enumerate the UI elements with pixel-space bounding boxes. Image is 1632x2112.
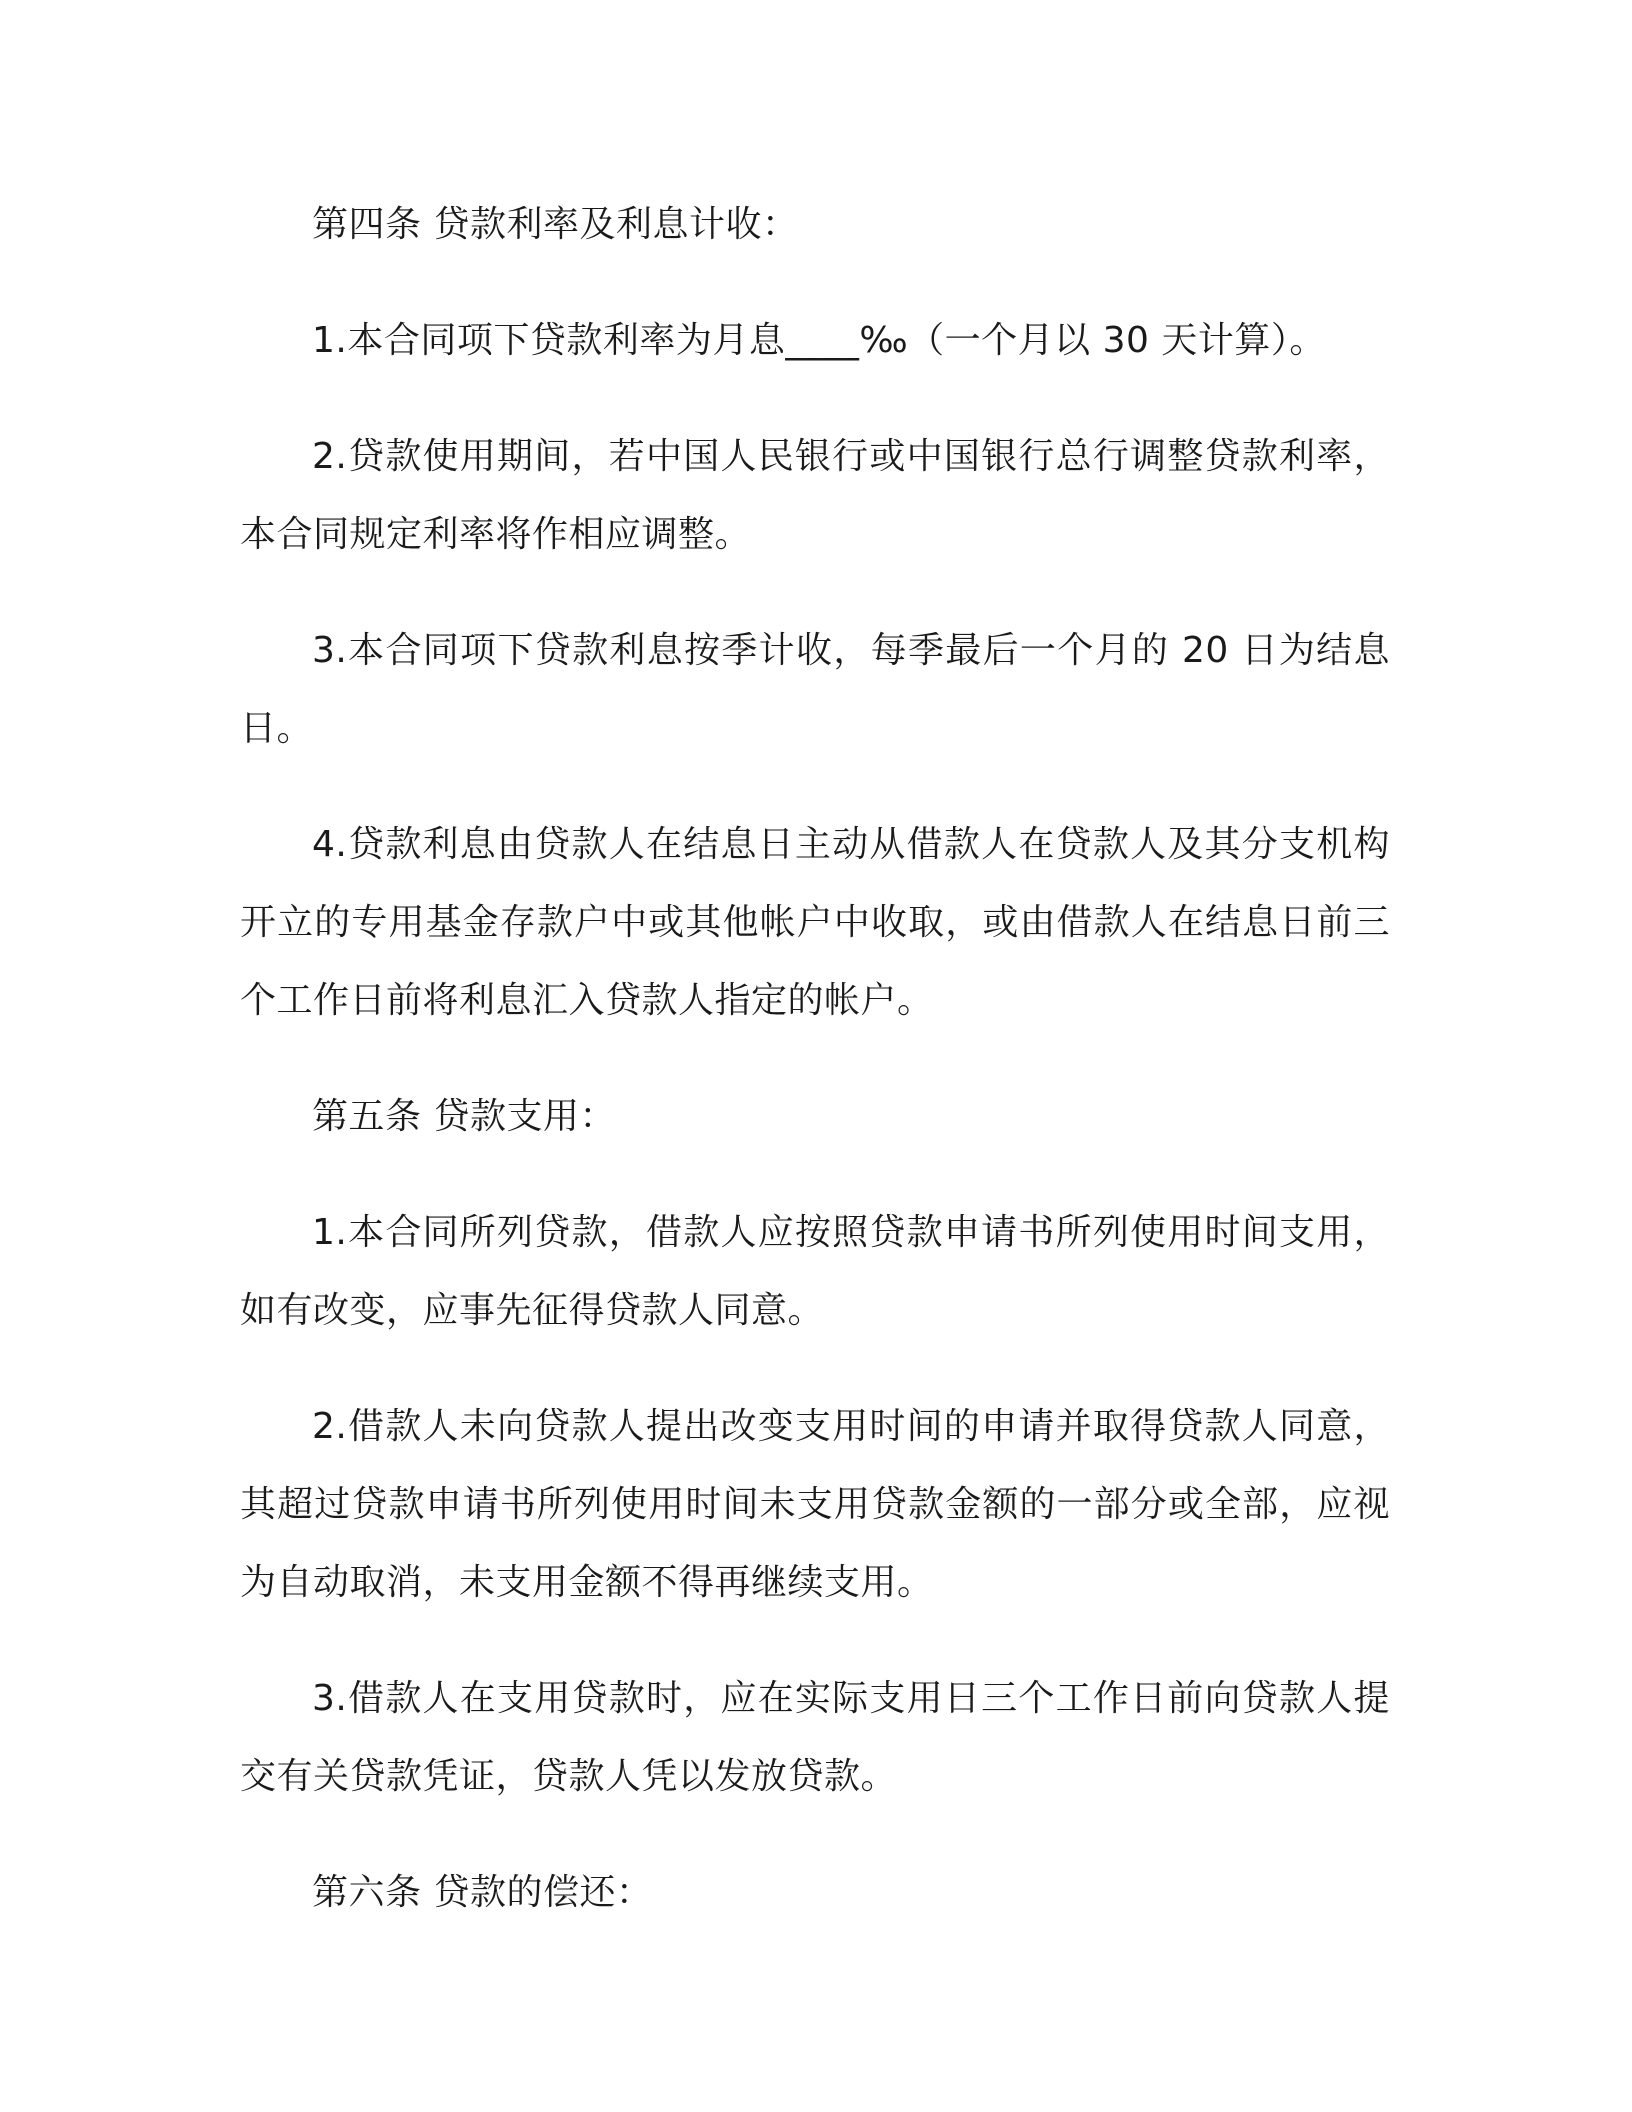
article-5-item-1: 1.本合同所列贷款，借款人应按照贷款申请书所列使用时间支用，如有改变，应事先征得贷款人同意。 <box>240 1212 1390 1331</box>
article-4-item-1: 1.本合同项下贷款利率为月息____‰（一个月以 30 天计算）。 <box>312 320 1326 361</box>
article-5-item-2: 2.借款人未向贷款人提出改变支用时间的申请并取得贷款人同意，其超过贷款申请书所列使用时间未支用贷款金额的一部分或全部，应视为自动取消，未支用金额不得再继续支用。 <box>240 1406 1390 1603</box>
article-6-heading: 第六条 贷款的偿还： <box>312 1872 653 1913</box>
article-4-item-4: 4.贷款利息由贷款人在结息日主动从借款人在贷款人及其分支机构开立的专用基金存款户中或其他帐户中收取，或由借款人在结息日前三个工作日前将利息汇入贷款人指定的帐户。 <box>240 824 1390 1021</box>
article-5-heading: 第五条 贷款支用： <box>312 1096 616 1137</box>
article-5-item-3: 3.借款人在支用贷款时，应在实际支用日三个工作日前向贷款人提交有关贷款凭证，贷款人凭以发放贷款。 <box>240 1678 1390 1797</box>
document-page <box>240 186 1390 1970</box>
article-4-item-3: 3.本合同项下贷款利息按季计收，每季最后一个月的 20 日为结息日。 <box>240 630 1390 749</box>
article-4-heading: 第四条 贷款利率及利息计收： <box>312 204 799 245</box>
article-4-item-2: 2.贷款使用期间，若中国人民银行或中国银行总行调整贷款利率，本合同规定利率将作相应调整。 <box>240 436 1390 555</box>
